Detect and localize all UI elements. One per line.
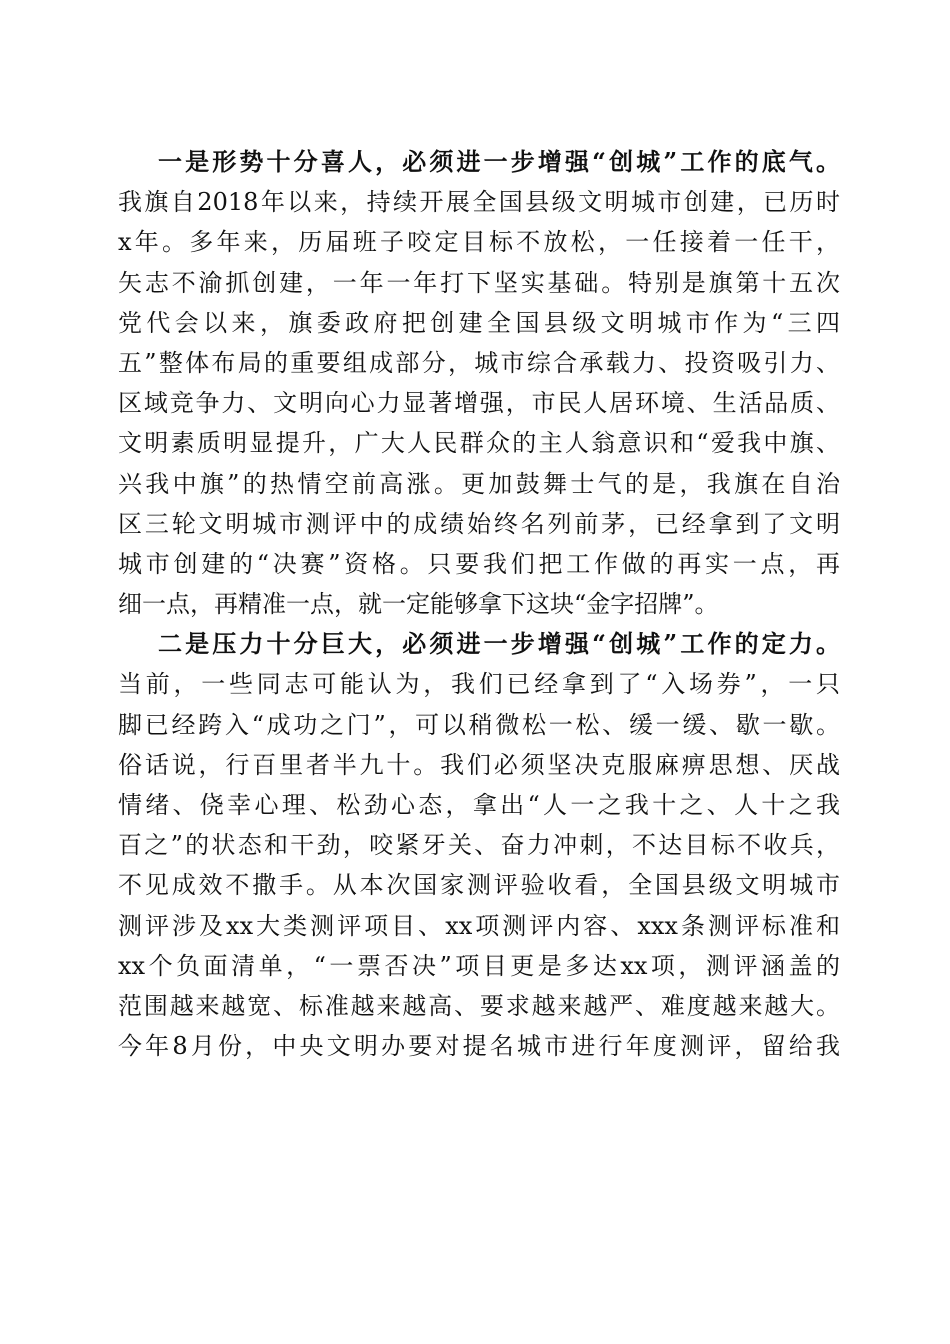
paragraph-heading: 一是形势十分喜人，必须进一步增强“创城”工作的底气。 bbox=[158, 147, 840, 176]
text-line: 党代会以来，旗委政府把创建全国县级文明城市作为“三四 bbox=[118, 308, 840, 337]
text-line: 我旗自2018年以来，持续开展全国县级文明城市创建，已历时 bbox=[118, 188, 840, 217]
text-line: 今年8月份，中央文明办要对提名城市进行年度测评，留给我 bbox=[118, 1032, 840, 1061]
text-line: 情绪、侥幸心理、松劲心态，拿出“人一之我十之、人十之我 bbox=[118, 791, 840, 819]
text-line: 区三轮文明城市测评中的成绩始终名列前茅，已经拿到了文明 bbox=[118, 509, 840, 538]
text-line: 百之”的状态和干劲，咬紧牙关、奋力冲刺，不达目标不收兵， bbox=[118, 831, 840, 860]
text-line: 细一点，再精准一点，就一定能够拿下这块“金字招牌”。 bbox=[118, 590, 719, 619]
text-line: 不见成效不撒手。从本次国家测评验收看，全国县级文明城市 bbox=[118, 871, 840, 900]
paragraph-2 bbox=[118, 624, 840, 1066]
text-line: 脚已经跨入“成功之门”，可以稍微松一松、缓一缓、歇一歇。 bbox=[118, 710, 840, 739]
text-line: 测评涉及xx大类测评项目、xx项测评内容、xxx条测评标准和 bbox=[118, 911, 840, 940]
text-line: xx个负面清单，“一票否决”项目更是多达xx项，测评涵盖的 bbox=[118, 951, 840, 980]
text-line: 文明素质明显提升，广大人民群众的主人翁意识和“爱我中旗、 bbox=[118, 429, 840, 458]
text-line: 矢志不渝抓创建，一年一年打下坚实基础。特别是旗第十五次 bbox=[118, 268, 840, 297]
text-line: 范围越来越宽、标准越来越高、要求越来越严、难度越来越大。 bbox=[118, 991, 840, 1020]
text-line: x年。多年来，历届班子咬定目标不放松，一任接着一任干， bbox=[118, 228, 840, 257]
text-line: 五”整体布局的重要组成部分，城市综合承载力、投资吸引力、 bbox=[118, 348, 840, 377]
paragraph-1 bbox=[118, 142, 840, 624]
text-line: 俗话说，行百里者半九十。我们必须坚决克服麻痹思想、厌战 bbox=[118, 750, 840, 779]
text-line: 当前，一些同志可能认为，我们已经拿到了“入场券”，一只 bbox=[118, 670, 840, 699]
text-line: 兴我中旗”的热情空前高涨。更加鼓舞士气的是，我旗在自治 bbox=[118, 469, 840, 498]
text-line: 城市创建的“决赛”资格。只要我们把工作做的再实一点，再 bbox=[118, 549, 840, 578]
text-line: 区域竞争力、文明向心力显著增强，市民人居环境、生活品质、 bbox=[118, 389, 840, 418]
paragraph-heading: 二是压力十分巨大，必须进一步增强“创城”工作的定力。 bbox=[158, 629, 840, 659]
document-body bbox=[118, 142, 840, 1066]
